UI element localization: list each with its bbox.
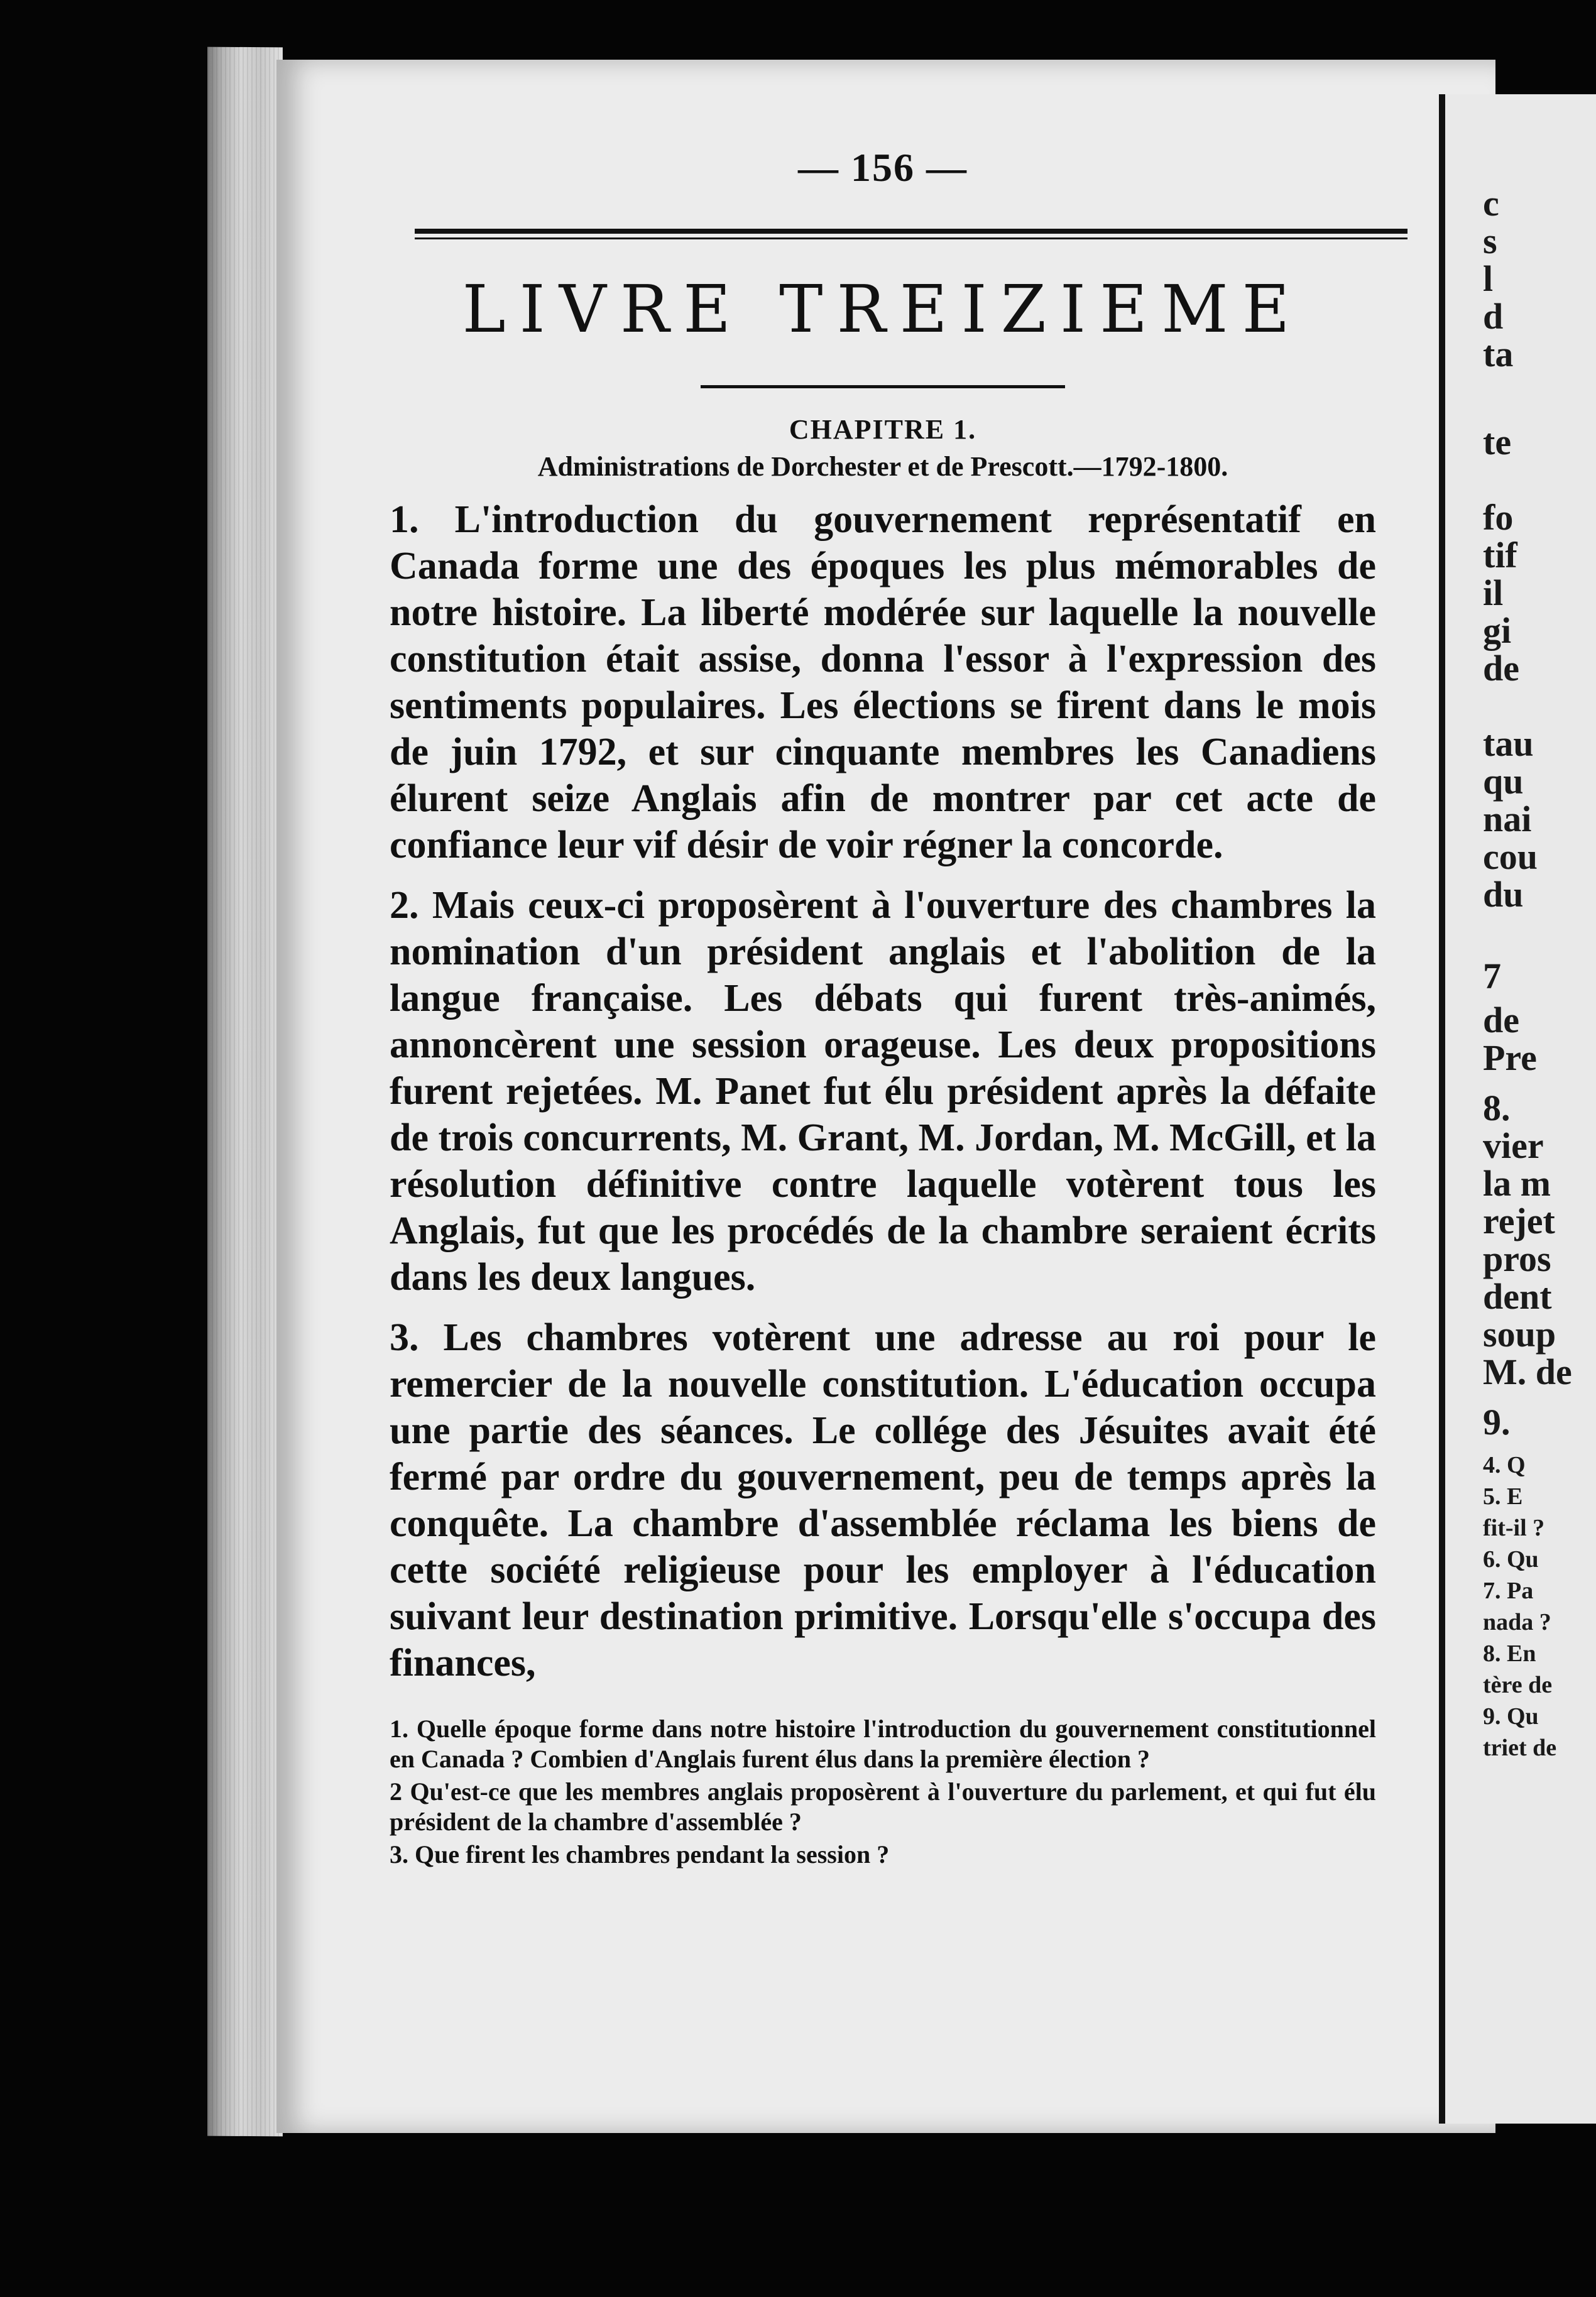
- next-page-fragment: d: [1483, 296, 1504, 337]
- next-page-fragment: 4. Q: [1483, 1452, 1526, 1478]
- next-page-fragment: de: [1483, 648, 1519, 689]
- next-page-fragment: 6. Qu: [1483, 1546, 1539, 1573]
- chapter-label: CHAPITRE 1.: [789, 414, 977, 445]
- study-questions: [390, 1714, 1376, 1870]
- paragraph-text: Mais ceux-ci proposèrent à l'ouverture des chambres la nomination d'un président anglais et l'abolition de la langue française. Les débats qui furent très-animés, annoncèrent une session orageuse. Les deux propositions furent rejetées. M. Panet fut élu président après la défaite de trois concurrents, M. Grant, M. Jordan, M. McGill, et la résolution définitive contre laquelle votèrent tous les Anglais, fut que les procédés de la chambre seraient écrits dans les deux langues.: [390, 884, 1376, 1299]
- paragraph-1: [390, 496, 1376, 868]
- next-page-fragment: tif: [1483, 535, 1517, 576]
- next-page-fragment: nada ?: [1483, 1609, 1551, 1635]
- next-page-fragment: 8.: [1483, 1088, 1511, 1128]
- next-page-fragment: il: [1483, 572, 1504, 613]
- paragraph-2: [390, 882, 1376, 1301]
- next-page-fragment: nai: [1483, 799, 1532, 839]
- next-page-fragment: M. de: [1483, 1351, 1572, 1392]
- header-rule-thick: [415, 229, 1407, 234]
- next-page-fragment: 9.: [1483, 1402, 1511, 1443]
- next-page-fragment: vier: [1483, 1125, 1544, 1166]
- next-page-fragment: rejet: [1483, 1201, 1555, 1241]
- next-page-fragment: 7. Pa: [1483, 1578, 1534, 1604]
- book-title: LIVRE TREIZIEME: [462, 271, 1304, 347]
- next-page-fragment: l: [1483, 258, 1494, 299]
- next-page-fragment: gi: [1483, 610, 1512, 651]
- page-number: — 156 —: [798, 145, 968, 190]
- question-3: 3. Que firent les chambres pendant la session ?: [390, 1840, 890, 1869]
- question-2: 2 Qu'est-ce que les membres anglais proposèrent à l'ouverture du parlement, et qui fut élu président de la chambre d'assemblée ?: [390, 1777, 1376, 1836]
- next-page-fragment: te: [1483, 422, 1512, 462]
- page-content: [390, 126, 1376, 1870]
- chapter-subtitle: Administrations de Dorchester et de Prescott.—1792-1800.: [537, 451, 1228, 482]
- next-page-fragment: ta: [1483, 334, 1514, 374]
- next-page-fragment: fo: [1483, 497, 1514, 538]
- paragraph-number: 1.: [390, 498, 419, 541]
- next-page-fragment: de: [1483, 1000, 1519, 1040]
- next-page-fragment: 8. En: [1483, 1640, 1536, 1667]
- next-page-partial: [1439, 94, 1596, 2124]
- next-page-fragment: la m: [1483, 1163, 1551, 1204]
- paragraph-number: 3.: [390, 1316, 419, 1359]
- next-page-fragment: 9. Qu: [1483, 1703, 1539, 1730]
- next-page-fragment: triet de: [1483, 1735, 1557, 1761]
- paragraph-text: Les chambres votèrent une adresse au roi pour le remercier de la nouvelle constitution. L'éducation occupa une partie des séances. Le collége des Jésuites avait été fermé par ordre du gouvernement, peu de temps après la conquête. La chambre d'assemblée réclama les biens de cette société religieuse pour les employer à l'éducation suivant leur destination primitive. Lorsqu'elle s'occupa des finances,: [390, 1316, 1377, 1684]
- next-page-fragment: 5. E: [1483, 1483, 1523, 1510]
- title-rule: [701, 385, 1065, 388]
- next-page-fragment: fit-il ?: [1483, 1515, 1545, 1541]
- paragraph-text: L'introduction du gouvernement représentatif en Canada forme une des époques les plus mémorables de notre histoire. La liberté modérée sur laquelle la nouvelle constitution était assise, donna l'essor à l'expression des sentiments populaires. Les élections se firent dans le mois de juin 1792, et sur cinquante membres les Canadiens élurent seize Anglais afin de montrer par cet acte de confiance leur vif désir de voir régner la concorde.: [390, 498, 1377, 866]
- next-page-fragment: du: [1483, 874, 1524, 915]
- next-page-fragment: qu: [1483, 761, 1524, 802]
- paragraph-3: [390, 1314, 1376, 1686]
- next-page-fragment: cou: [1483, 836, 1538, 877]
- next-page-fragment: pros: [1483, 1238, 1551, 1279]
- next-page-fragment: tère de: [1483, 1672, 1553, 1698]
- paragraph-number: 2.: [390, 884, 419, 927]
- next-page-fragment: tau: [1483, 723, 1534, 764]
- next-page-fragment: c: [1483, 183, 1499, 224]
- next-page-fragment: Pre: [1483, 1037, 1537, 1078]
- next-page-fragment: soup: [1483, 1314, 1556, 1355]
- next-page-fragment: s: [1483, 221, 1497, 261]
- next-page-fragment: 7: [1483, 956, 1501, 996]
- next-page-fragment: dent: [1483, 1276, 1552, 1317]
- book-page-edge: [207, 47, 283, 2137]
- question-1: 1. Quelle époque forme dans notre histoire l'introduction du gouvernement constitutionnel en Canada ? Combien d'Anglais furent élus dans la première élection ?: [390, 1715, 1376, 1773]
- header-rule-thin: [415, 237, 1407, 239]
